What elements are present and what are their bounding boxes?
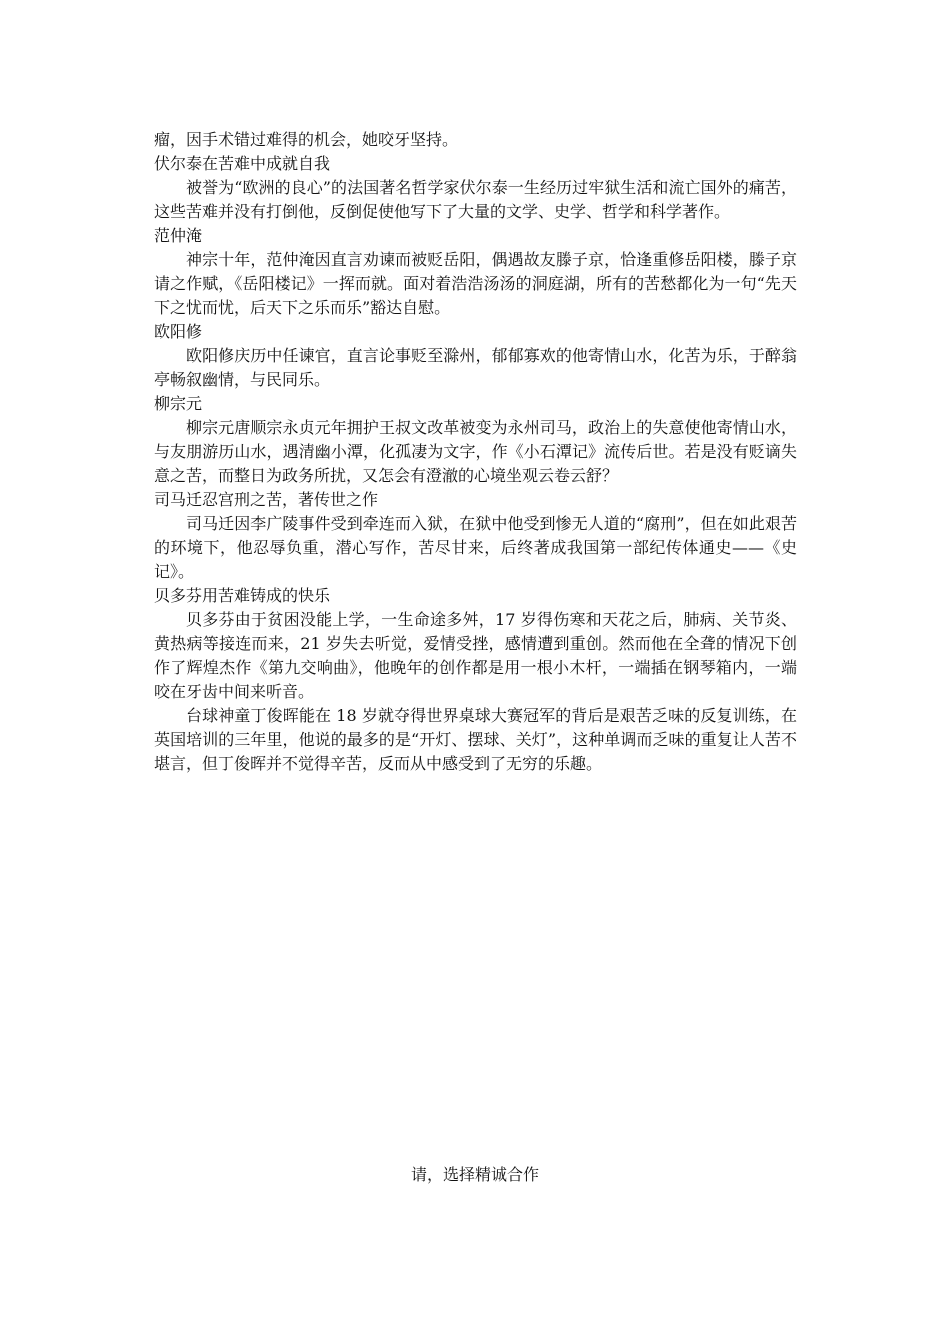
section-liu-zongyuan: [154, 392, 797, 488]
section-paragraph: 司马迁因李广陵事件受到牵连而入狱，在狱中他受到惨无人道的“腐刑”，但在如此艰苦的环境下，他忍辱负重，潜心写作，苦尽甘来，后终著成我国第一部纪传体通史——《史记》。: [154, 514, 797, 581]
section-fan-zhongyan: [154, 224, 797, 320]
section-voltaire: [154, 152, 797, 224]
section-paragraph: 台球神童丁俊晖能在 18 岁就夺得世界桌球大赛冠军的背后是艰苦乏味的反复训练，在英国培训的三年里，他说的最多的是“开灯、摆球、关灯”，这种单调而乏味的重复让人苦不堪言，但丁俊晖并不觉得辛苦，反而从中感受到了无穷的乐趣。: [154, 706, 797, 773]
section-sima-qian: [154, 488, 797, 584]
section-paragraph: 被誉为“欧洲的良心”的法国著名哲学家伏尔泰一生经历过牢狱生活和流亡国外的痛苦，这些苦难并没有打倒他，反倒促使他写下了大量的文学、史学、哲学和科学著作。: [154, 178, 797, 221]
section-paragraph: 贝多芬由于贫困没能上学，一生命途多舛，17 岁得伤寒和天花之后，肺病、关节炎、黄热病等接连而来，21 岁失去听觉，爱情受挫，感情遭到重创。然而他在全聋的情况下创作了辉煌杰作《第九交响曲》，他晚年的创作都是用一根小木杆，一端插在钢琴箱内，一端咬在牙齿中间来听音。: [154, 610, 797, 701]
section-ouyang-xiu: [154, 320, 797, 392]
section-heading: 司马迁忍宫刑之苦，著传世之作: [154, 490, 379, 509]
page-footer: 请，选择精诚合作: [410, 1165, 539, 1184]
section-paragraph: 神宗十年，范仲淹因直言劝谏而被贬岳阳，偶遇故友滕子京，恰逢重修岳阳楼，滕子京请之作赋，《岳阳楼记》一挥而就。面对着浩浩汤汤的洞庭湖，所有的苦愁都化为一句“先天下之忧而忧，后天下之乐而乐”豁达自慰。: [154, 250, 797, 317]
continuation-line: 瘤，因手术错过难得的机会，她咬牙坚持。: [154, 130, 459, 149]
section-heading: 范仲淹: [154, 226, 203, 245]
section-paragraph: 欧阳修庆历中任谏官，直言论事贬至滁州，郁郁寡欢的他寄情山水，化苦为乐，于醉翁亭畅叙幽情，与民同乐。: [154, 346, 797, 389]
document-body: [154, 128, 797, 776]
section-heading: 贝多芬用苦难铸成的快乐: [154, 586, 331, 605]
section-heading: 柳宗元: [154, 394, 203, 413]
section-beethoven: [154, 584, 797, 776]
section-heading: 欧阳修: [154, 322, 203, 341]
section-heading: 伏尔泰在苦难中成就自我: [154, 154, 331, 173]
section-paragraph: 柳宗元唐顺宗永贞元年拥护王叔文改革被变为永州司马，政治上的失意使他寄情山水，与友朋游历山水，遇清幽小潭，化孤凄为文字，作《小石潭记》流传后世。若是没有贬谪失意之苦，而整日为政务所扰，又怎会有澄澈的心境坐观云卷云舒？: [154, 418, 797, 485]
